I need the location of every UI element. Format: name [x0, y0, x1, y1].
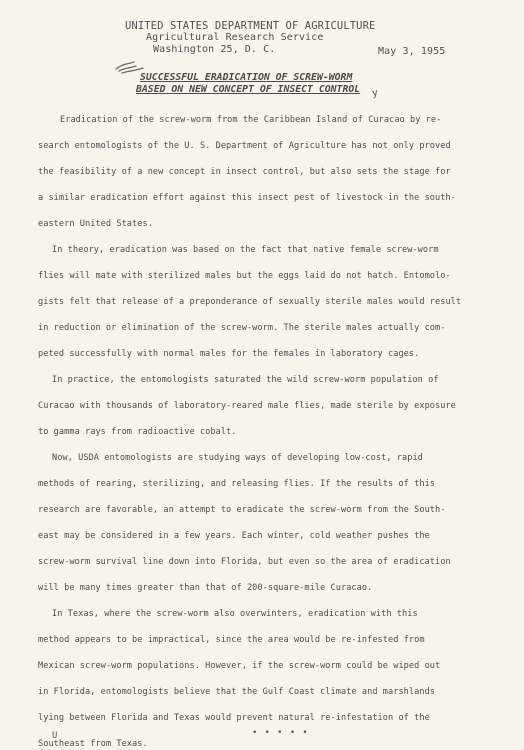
body-line: method appears to be impractical, since the area would be re-infested from	[38, 635, 425, 645]
body-line: Now, USDA entomologists are studying ways of developing low-cost, rapid	[52, 453, 423, 463]
body-line: gists felt that release of a preponderance of sexually sterile males would result	[38, 297, 462, 307]
document-title-line-1: SUCCESSFUL ERADICATION OF SCREW-WORM	[140, 72, 353, 83]
body-line: Mexican screw-worm populations. However, if the screw-worm could be wiped out	[38, 661, 441, 671]
service-heading: Agricultural Research Service	[146, 32, 324, 43]
body-line: in Florida, entomologists believe that the Gulf Coast climate and marshlands	[38, 687, 436, 697]
body-line: In practice, the entomologists saturated the wild screw-worm population of	[52, 375, 439, 385]
body-line: Curacao with thousands of laboratory-reared male flies, made sterile by exposure	[38, 401, 456, 411]
footer-dots: • • • • •	[252, 728, 309, 738]
body-line: In Texas, where the screw-worm also overwinters, eradication with this	[52, 609, 418, 619]
release-date: May 3, 1955	[378, 46, 446, 57]
body-line: in reduction or elimination of the screw-worm. The sterile males actually com-	[38, 323, 446, 333]
location-heading: Washington 25, D. C.	[153, 44, 276, 55]
body-line: Eradication of the screw-worm from the Caribbean Island of Curacao by re-	[60, 115, 442, 125]
body-line: search entomologists of the U. S. Department of Agriculture has not only proved	[38, 141, 451, 151]
body-line: to gamma rays from radioactive cobalt.	[38, 427, 237, 437]
document-title-line-2: BASED ON NEW CONCEPT OF INSECT CONTROL	[136, 84, 361, 95]
body-line: east may be considered in a few years. Each winter, cold weather pushes the	[38, 531, 430, 541]
body-line: screw-worm survival line down into Florida, but even so the area of eradication	[38, 557, 451, 567]
body-line: will be many times greater than that of 200-square-mile Curacao.	[38, 583, 373, 593]
page-footer-mark: U	[52, 731, 58, 741]
body-line: In theory, eradication was based on the fact that native female screw-worm	[52, 245, 439, 255]
body-line: a similar eradication effort against this insect pest of livestock in the south-	[38, 193, 456, 203]
body-line: lying between Florida and Texas would prevent natural re-infestation of the	[38, 713, 430, 723]
body-line: the feasibility of a new concept in insect control, but also sets the stage for	[38, 167, 451, 177]
body-line: Southeast from Texas.	[38, 739, 148, 749]
body-line: methods of rearing, sterilizing, and releasing flies. If the results of this	[38, 479, 436, 489]
agency-heading: UNITED STATES DEPARTMENT OF AGRICULTURE	[125, 20, 376, 32]
body-line: flies will mate with sterilized males but the eggs laid do not hatch. Entomolo-	[38, 271, 451, 281]
body-line: research are favorable, an attempt to eradicate the screw-worm from the South-	[38, 505, 446, 515]
body-line: eastern United States.	[38, 219, 153, 229]
title-annotation: y	[371, 87, 379, 100]
body-line: peted successfully with normal males for the females in laboratory cages.	[38, 349, 420, 359]
